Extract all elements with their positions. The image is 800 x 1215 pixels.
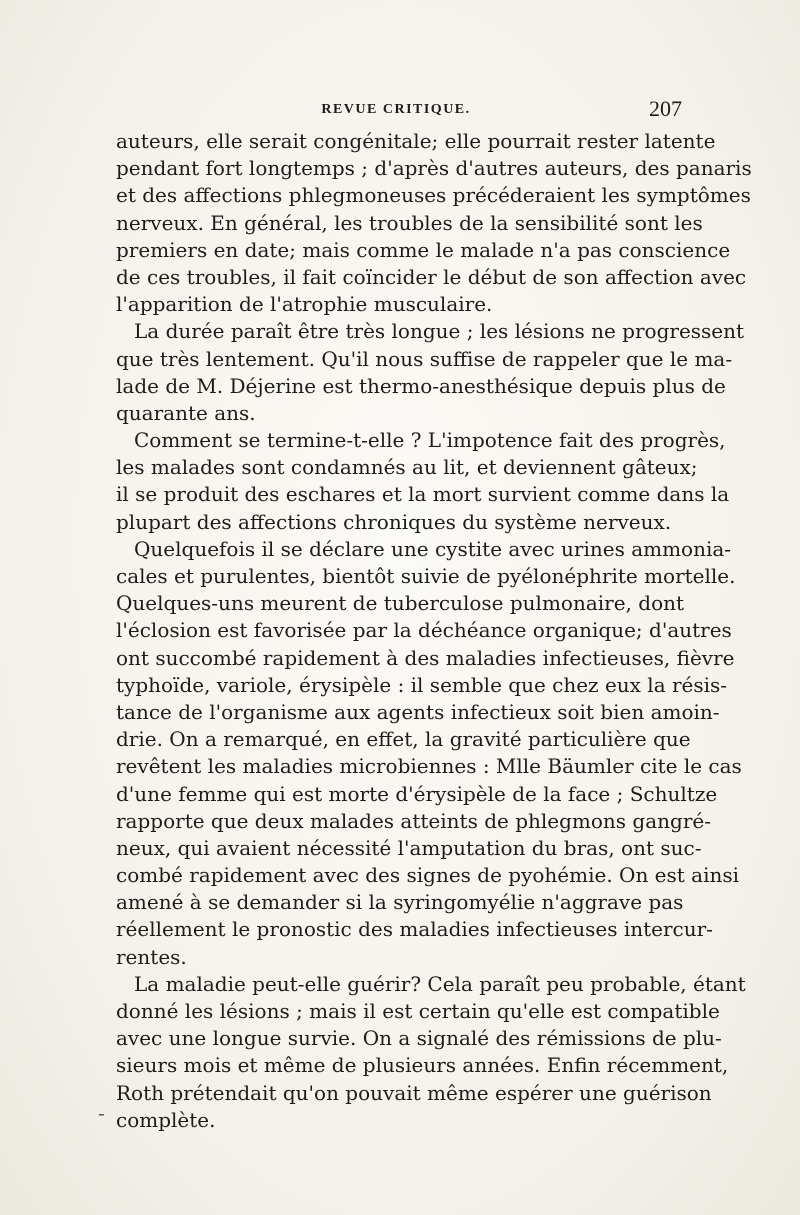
- text-line: que très lentement. Qu'il nous suffise de rappeler que le ma-: [116, 346, 733, 371]
- text-line: La durée paraît être très longue ; les lésions ne progressent: [134, 319, 745, 344]
- text-line: La maladie peut-elle guérir? Cela paraît peu probable, étant: [134, 971, 746, 996]
- text-line: neux, qui avaient nécessité l'amputation du bras, ont suc-: [116, 835, 702, 860]
- text-line: typhoïde, variole, érysipèle : il semble que chez eux la résis-: [116, 672, 728, 697]
- text-line: ont succombé rapidement à des maladies infectieuses, fièvre: [116, 645, 735, 670]
- text-line: tance de l'organisme aux agents infectieux soit bien amoin-: [116, 699, 720, 724]
- text-line: cales et purulentes, bientôt suivie de pyélonéphrite mortelle.: [116, 564, 736, 588]
- text-line: Quelques-uns meurent de tuberculose pulmonaire, dont: [116, 591, 685, 616]
- text-line: Comment se termine-t-elle ? L'impotence fait des progrès,: [134, 428, 726, 453]
- text-line: Quelquefois il se déclare une cystite avec urines ammonia-: [134, 536, 732, 561]
- text-line: pendant fort longtemps ; d'après d'autres auteurs, des panaris: [116, 156, 752, 181]
- text-line: rapporte que deux malades atteints de phlegmons gangré-: [116, 808, 711, 833]
- text-line: avec une longue survie. On a signalé des rémissions de plu-: [116, 1026, 722, 1051]
- text-line: drie. On a remarqué, en effet, la gravité particulière que: [116, 727, 691, 752]
- page-number: 207: [649, 96, 682, 121]
- text-line: Roth prétendait qu'on pouvait même espérer une guérison: [116, 1080, 712, 1105]
- text-line: revêtent les maladies microbiennes : Mlle Bäumler cite le cas: [116, 754, 742, 779]
- text-line: auteurs, elle serait congénitale; elle pourrait rester latente: [116, 129, 716, 153]
- text-line: et des affections phlegmoneuses précéderaient les symptômes: [116, 183, 751, 208]
- text-line: quarante ans.: [116, 400, 256, 425]
- text-line: rentes.: [116, 944, 187, 969]
- text-line: les malades sont condamnés au lit, et deviennent gâteux;: [116, 455, 698, 480]
- text-line: de ces troubles, il fait coïncider le début de son affection avec: [116, 264, 747, 289]
- text-line: premiers en date; mais comme le malade n'a pas conscience: [116, 237, 731, 262]
- running-head: [110, 96, 682, 126]
- body-text: [116, 128, 752, 1134]
- text-line: l'éclosion est favorisée par la déchéance organique; d'autres: [116, 618, 732, 643]
- text-line: amené à se demander si la syringomyélie n'aggrave pas: [116, 890, 684, 915]
- text-line: nerveux. En général, les troubles de la sensibilité sont les: [116, 210, 703, 235]
- margin-mark: -: [98, 1101, 105, 1125]
- text-line: plupart des affections chroniques du système nerveux.: [116, 509, 672, 534]
- text-line: combé rapidement avec des signes de pyohémie. On est ainsi: [116, 863, 740, 888]
- text-line: lade de M. Déjerine est thermo-anesthésique depuis plus de: [116, 373, 726, 398]
- text-line: complète.: [116, 1107, 216, 1132]
- text-line: réellement le pronostic des maladies infectieuses intercur-: [116, 917, 713, 942]
- text-line: d'une femme qui est morte d'érysipèle de la face ; Schultze: [116, 781, 718, 806]
- text-line: donné les lésions ; mais il est certain qu'elle est compatible: [116, 999, 720, 1023]
- text-line: l'apparition de l'atrophie musculaire.: [116, 292, 493, 317]
- text-line: il se produit des eschares et la mort survient comme dans la: [116, 482, 730, 507]
- text-line: sieurs mois et même de plusieurs années. Enfin récemment,: [116, 1053, 729, 1078]
- running-title: REVUE CRITIQUE.: [321, 102, 471, 117]
